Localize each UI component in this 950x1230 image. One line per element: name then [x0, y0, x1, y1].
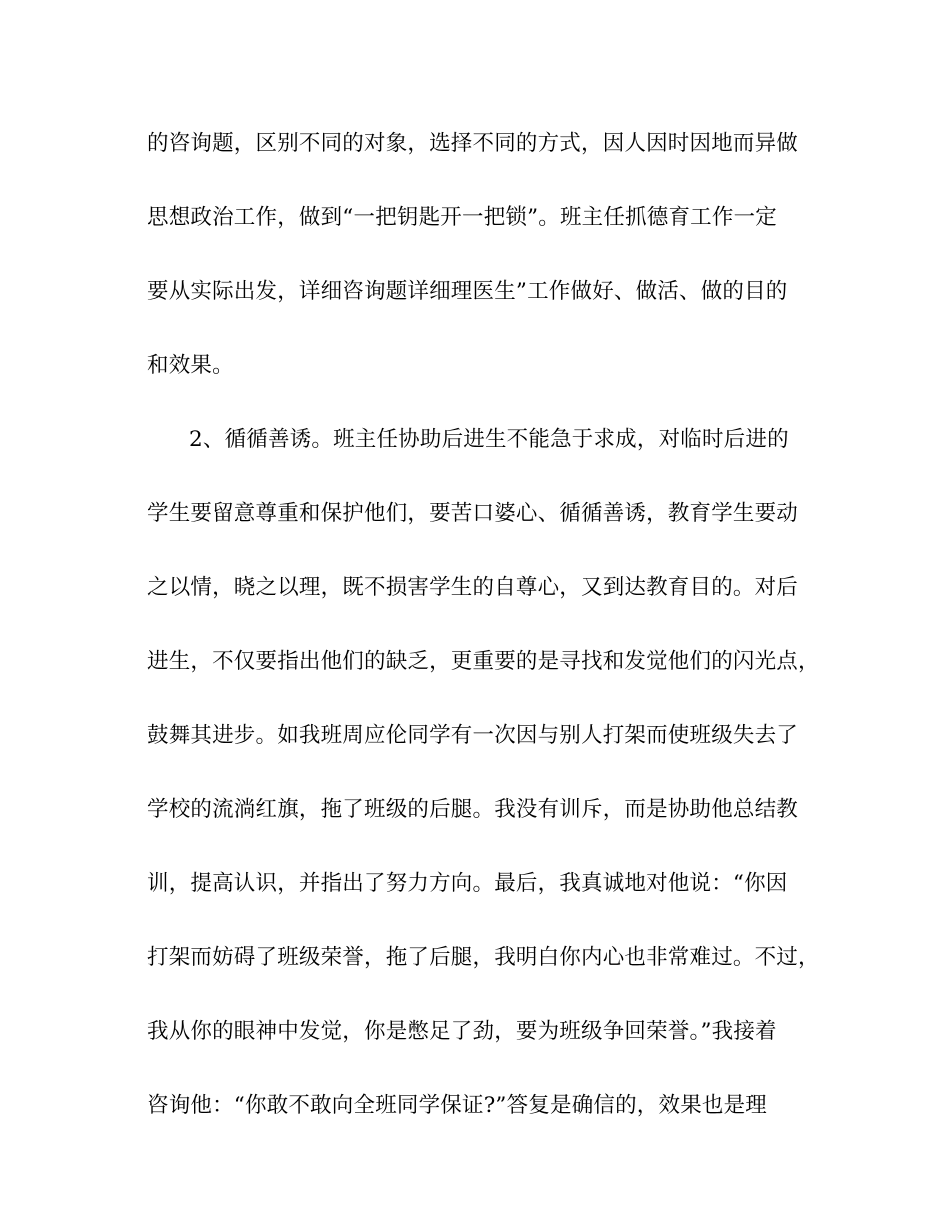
text-line: 打架而妨碍了班级荣誉，拖了后腿，我明白你内心也非常难过。不过，	[147, 945, 820, 970]
text-line: 和效果。	[147, 353, 234, 378]
paragraph-start-line: 2、循循善诱。班主任协助后进生不能急于求成，对临时后进的	[189, 427, 789, 452]
text-line: 学生要留意尊重和保护他们，要苦口婆心、循循善诱，教育学生要动	[147, 501, 799, 526]
text-line: 我从你的眼神中发觉，你是憋足了劲，要为班级争回荣誉。”我接着	[147, 1019, 777, 1044]
text-line: 要从实际出发，详细咨询题详细理医生”工作做好、做活、做的目的	[147, 279, 788, 304]
body-text	[147, 125, 820, 1161]
text-line: 之以情，晓之以理，既不损害学生的自尊心，又到达教育目的。对后	[147, 575, 799, 600]
text-line: 鼓舞其进步。如我班周应伦同学有一次因与别人打架而使班级失去了	[147, 723, 799, 748]
text-line: 训，提高认识，并指出了努力方向。最后，我真诚地对他说：“你因	[147, 871, 788, 896]
text-line: 学校的流淌红旗，拖了班级的后腿。我没有训斥，而是协助他总结教	[147, 797, 799, 822]
text-line: 思想政治工作，做到“一把钥匙开一把锁”。班主任抓德育工作一定	[147, 205, 777, 230]
text-line: 的咨询题，区别不同的对象，选择不同的方式，因人因时因地而异做	[147, 131, 799, 156]
text-line: 进生，不仅要指出他们的缺乏，更重要的是寻找和发觉他们的闪光点，	[147, 649, 820, 674]
text-line: 咨询他：“你敢不敢向全班同学保证?”答复是确信的，效果也是理	[147, 1093, 768, 1118]
